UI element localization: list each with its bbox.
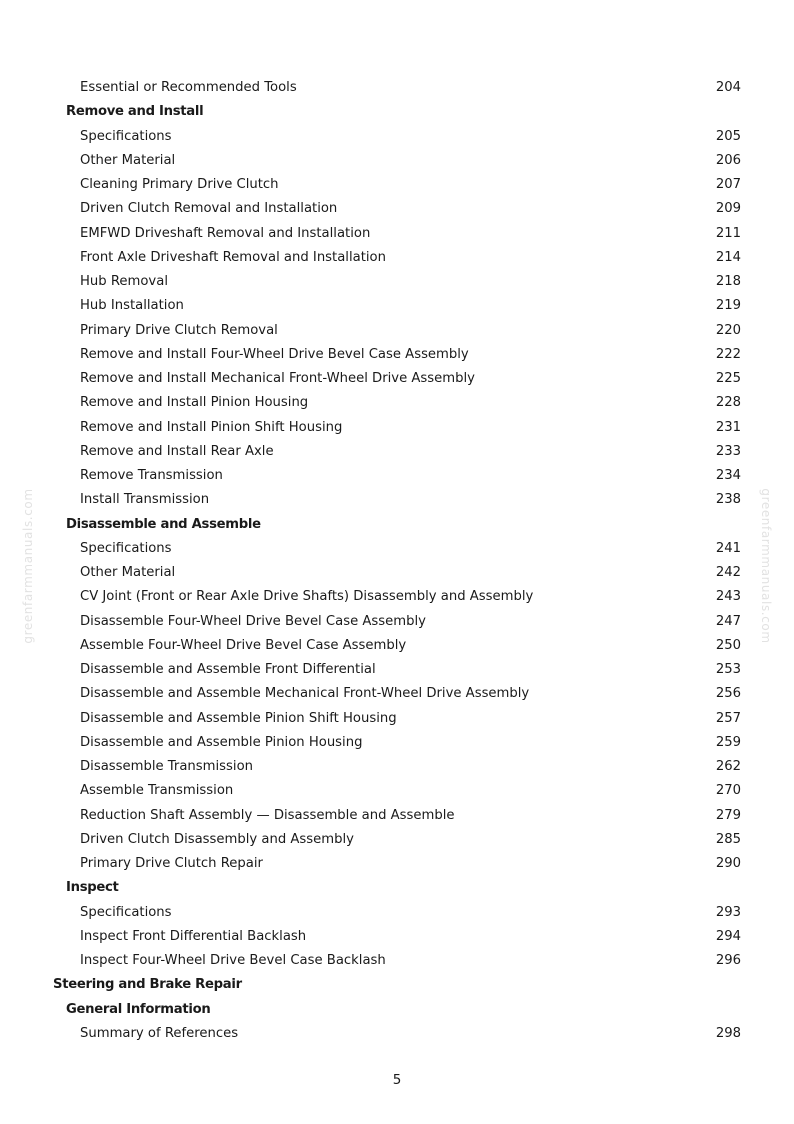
toc-entry-page: 231 bbox=[715, 419, 741, 435]
toc-entry-page: 219 bbox=[715, 298, 741, 314]
toc-entry bbox=[0, 294, 794, 318]
watermark-right: greenfarmmanuals.com bbox=[759, 488, 773, 644]
toc-entry-title: Disassemble and Assemble Front Differential bbox=[80, 662, 376, 677]
toc-entry bbox=[0, 391, 794, 415]
toc-entry-page: 242 bbox=[715, 565, 741, 580]
toc-entry-page: 218 bbox=[715, 274, 741, 289]
toc-entry-title: Inspect Front Differential Backlash bbox=[80, 928, 307, 944]
toc-entry-page: 206 bbox=[715, 152, 741, 168]
toc-entry-title: Disassemble Four-Wheel Drive Bevel Case Assembly bbox=[80, 613, 426, 629]
toc-entry-title: Steering and Brake Repair bbox=[53, 977, 242, 993]
toc-entry-page: 279 bbox=[715, 807, 741, 823]
toc-entry bbox=[0, 537, 794, 561]
toc-entry bbox=[0, 488, 794, 512]
toc-entry bbox=[0, 222, 794, 246]
toc-entry bbox=[0, 367, 794, 391]
toc-entry-page: 262 bbox=[715, 759, 741, 774]
toc-entry-title: Front Axle Driveshaft Removal and Installation bbox=[80, 249, 386, 265]
toc-entry-title: Summary of References bbox=[80, 1025, 239, 1041]
toc-entry bbox=[0, 149, 794, 173]
toc-entry-title: Primary Drive Clutch Repair bbox=[80, 856, 263, 871]
toc-entry-page: 257 bbox=[715, 710, 741, 726]
toc-entry bbox=[0, 246, 794, 270]
toc-entry bbox=[0, 1022, 794, 1046]
toc-entry-title: Remove and Install bbox=[66, 104, 204, 120]
toc-entry-title: Other Material bbox=[80, 565, 176, 580]
toc-entry-page: 293 bbox=[715, 904, 741, 920]
toc-entry-page: 238 bbox=[715, 492, 741, 508]
toc-entry-title: Inspect bbox=[66, 880, 119, 896]
watermark-left: greenfarmmanuals.com bbox=[21, 488, 35, 644]
toc-entry-page: 214 bbox=[715, 249, 741, 265]
toc-entry-title: Remove and Install Pinion Housing bbox=[80, 395, 309, 411]
toc-entry-page: 234 bbox=[715, 468, 741, 483]
toc-entry-page: 222 bbox=[715, 346, 741, 362]
toc-entry bbox=[0, 173, 794, 197]
toc-section-heading bbox=[0, 998, 794, 1022]
toc-entry-page: 256 bbox=[715, 686, 741, 702]
toc-entry-page: 207 bbox=[715, 177, 741, 192]
toc-entry-page: 259 bbox=[715, 734, 741, 750]
toc-entry-title: General Information bbox=[66, 1001, 211, 1017]
toc-entry-title: Remove Transmission bbox=[80, 468, 223, 483]
toc-entry-title: EMFWD Driveshaft Removal and Installation bbox=[80, 225, 371, 241]
toc-entry-title: Specifications bbox=[80, 128, 172, 144]
toc-entry-page: 228 bbox=[715, 395, 741, 411]
toc-entry bbox=[0, 925, 794, 949]
toc-entry bbox=[0, 707, 794, 731]
toc-entry-page: 290 bbox=[715, 856, 741, 871]
toc-entry bbox=[0, 416, 794, 440]
toc-entry-title: Reduction Shaft Assembly — Disassemble and Assemble bbox=[80, 807, 455, 823]
toc-entry bbox=[0, 804, 794, 828]
toc-entry-title: Remove and Install Rear Axle bbox=[80, 443, 274, 459]
toc-entry bbox=[0, 949, 794, 973]
toc-entry-page: 241 bbox=[715, 540, 741, 556]
toc-entry-page: 233 bbox=[715, 443, 741, 459]
toc-entry-title: Hub Installation bbox=[80, 298, 184, 314]
toc-entry-title: Specifications bbox=[80, 904, 172, 920]
toc-entry-title: Disassemble and Assemble Pinion Housing bbox=[80, 734, 363, 750]
toc-entry-page: 243 bbox=[715, 589, 741, 605]
toc-entry-title: Install Transmission bbox=[80, 492, 210, 508]
toc-entry bbox=[0, 585, 794, 609]
toc-entry-page: 285 bbox=[715, 831, 741, 847]
toc-entry bbox=[0, 343, 794, 367]
toc-entry-title: Essential or Recommended Tools bbox=[80, 80, 297, 95]
toc-entry-title: Assemble Transmission bbox=[80, 783, 234, 799]
toc-entry-title: Cleaning Primary Drive Clutch bbox=[80, 177, 279, 192]
toc-section-heading bbox=[0, 973, 794, 997]
toc-section-heading bbox=[0, 513, 794, 537]
toc-entry-title: Driven Clutch Removal and Installation bbox=[80, 201, 338, 217]
toc-entry-title: Inspect Four-Wheel Drive Bevel Case Backlash bbox=[80, 953, 386, 968]
toc-entry-title: Primary Drive Clutch Removal bbox=[80, 322, 278, 338]
table-of-contents bbox=[0, 76, 794, 1046]
toc-entry-title: Disassemble Transmission bbox=[80, 759, 254, 774]
toc-entry bbox=[0, 76, 794, 100]
toc-entry bbox=[0, 731, 794, 755]
toc-entry-title: Remove and Install Pinion Shift Housing bbox=[80, 419, 343, 435]
toc-entry bbox=[0, 270, 794, 294]
toc-entry-title: Other Material bbox=[80, 152, 176, 168]
toc-entry bbox=[0, 464, 794, 488]
toc-entry bbox=[0, 682, 794, 706]
toc-entry-page: 220 bbox=[715, 322, 741, 338]
toc-entry-title: Disassemble and Assemble bbox=[66, 516, 261, 532]
toc-entry-page: 211 bbox=[715, 225, 741, 241]
toc-entry-page: 250 bbox=[715, 637, 741, 653]
toc-entry-title: Hub Removal bbox=[80, 274, 168, 289]
page-number: 5 bbox=[392, 1072, 402, 1088]
toc-entry bbox=[0, 125, 794, 149]
toc-entry bbox=[0, 440, 794, 464]
toc-entry bbox=[0, 852, 794, 876]
toc-entry-title: Remove and Install Mechanical Front-Wheel Drive Assembly bbox=[80, 371, 475, 386]
toc-entry-page: 205 bbox=[715, 128, 741, 144]
toc-entry-page: 225 bbox=[715, 371, 741, 386]
toc-entry-title: Remove and Install Four-Wheel Drive Bevel Case Assembly bbox=[80, 346, 469, 362]
toc-section-heading bbox=[0, 876, 794, 900]
toc-entry-title: CV Joint (Front or Rear Axle Drive Shafts) Disassembly and Assembly bbox=[80, 589, 534, 605]
toc-entry-page: 296 bbox=[715, 953, 741, 968]
toc-entry-page: 247 bbox=[715, 613, 741, 629]
toc-entry-page: 209 bbox=[715, 201, 741, 217]
toc-section-heading bbox=[0, 100, 794, 124]
toc-entry-page: 270 bbox=[715, 783, 741, 799]
toc-entry bbox=[0, 319, 794, 343]
toc-entry-title: Assemble Four-Wheel Drive Bevel Case Assembly bbox=[80, 637, 407, 653]
toc-entry-title: Specifications bbox=[80, 540, 172, 556]
toc-entry-title: Disassemble and Assemble Mechanical Front-Wheel Drive Assembly bbox=[80, 686, 530, 702]
toc-entry bbox=[0, 828, 794, 852]
toc-entry bbox=[0, 634, 794, 658]
toc-entry bbox=[0, 779, 794, 803]
toc-entry bbox=[0, 901, 794, 925]
toc-entry-page: 298 bbox=[715, 1025, 741, 1041]
toc-entry bbox=[0, 197, 794, 221]
toc-entry bbox=[0, 610, 794, 634]
toc-entry bbox=[0, 755, 794, 779]
toc-entry-page: 204 bbox=[715, 80, 741, 95]
toc-entry-title: Driven Clutch Disassembly and Assembly bbox=[80, 831, 354, 847]
toc-entry-title: Disassemble and Assemble Pinion Shift Housing bbox=[80, 710, 397, 726]
toc-entry-page: 294 bbox=[715, 928, 741, 944]
toc-entry bbox=[0, 561, 794, 585]
toc-entry-page: 253 bbox=[715, 662, 741, 677]
toc-entry bbox=[0, 658, 794, 682]
